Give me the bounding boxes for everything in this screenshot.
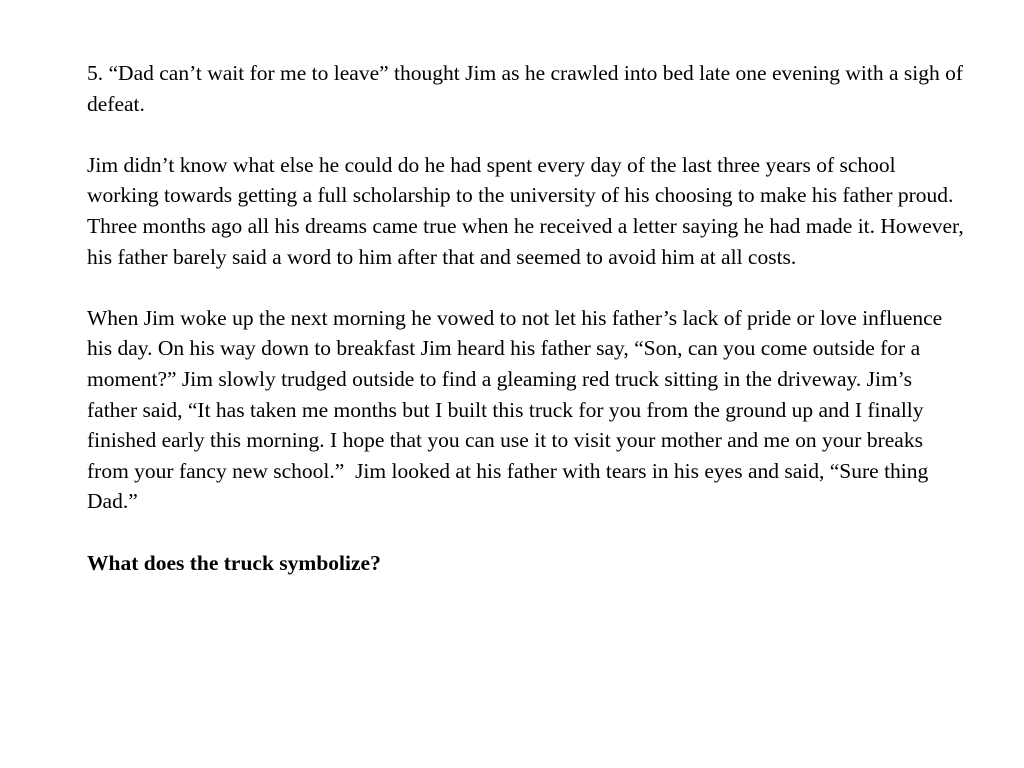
story-paragraph-2: Jim didn’t know what else he could do he had spent every day of the last three years of school working towards getting a full scholarship to the university of his choosing to make his father proud. Three months ago all his dreams came true when he received a letter saying he had made it. However, his father barely said a word to him after that and seemed to avoid him at all costs. <box>87 152 970 269</box>
story-paragraph-3: When Jim woke up the next morning he vowed to not let his father’s lack of pride or love influence his day. On his way down to breakfast Jim heard his father say, “Son, can you come outside for a moment?” Jim slowly trudged outside to find a gleaming red truck sitting in the driveway. Jim’s father said, “It has taken me months but I built this truck for you from the ground up and I finally finished early this morning. I hope that you can use it to visit your mother and me on your breaks from your fancy new school.” Jim looked at his father with tears in his eyes and said, “Sure thing Dad.” <box>87 305 948 514</box>
question-text: What does the truck symbolize? <box>87 550 381 575</box>
story-paragraph-1: 5. “Dad can’t wait for me to leave” thought Jim as he crawled into bed late one evening with a sigh of defeat. <box>87 61 969 116</box>
document-body <box>87 58 970 578</box>
